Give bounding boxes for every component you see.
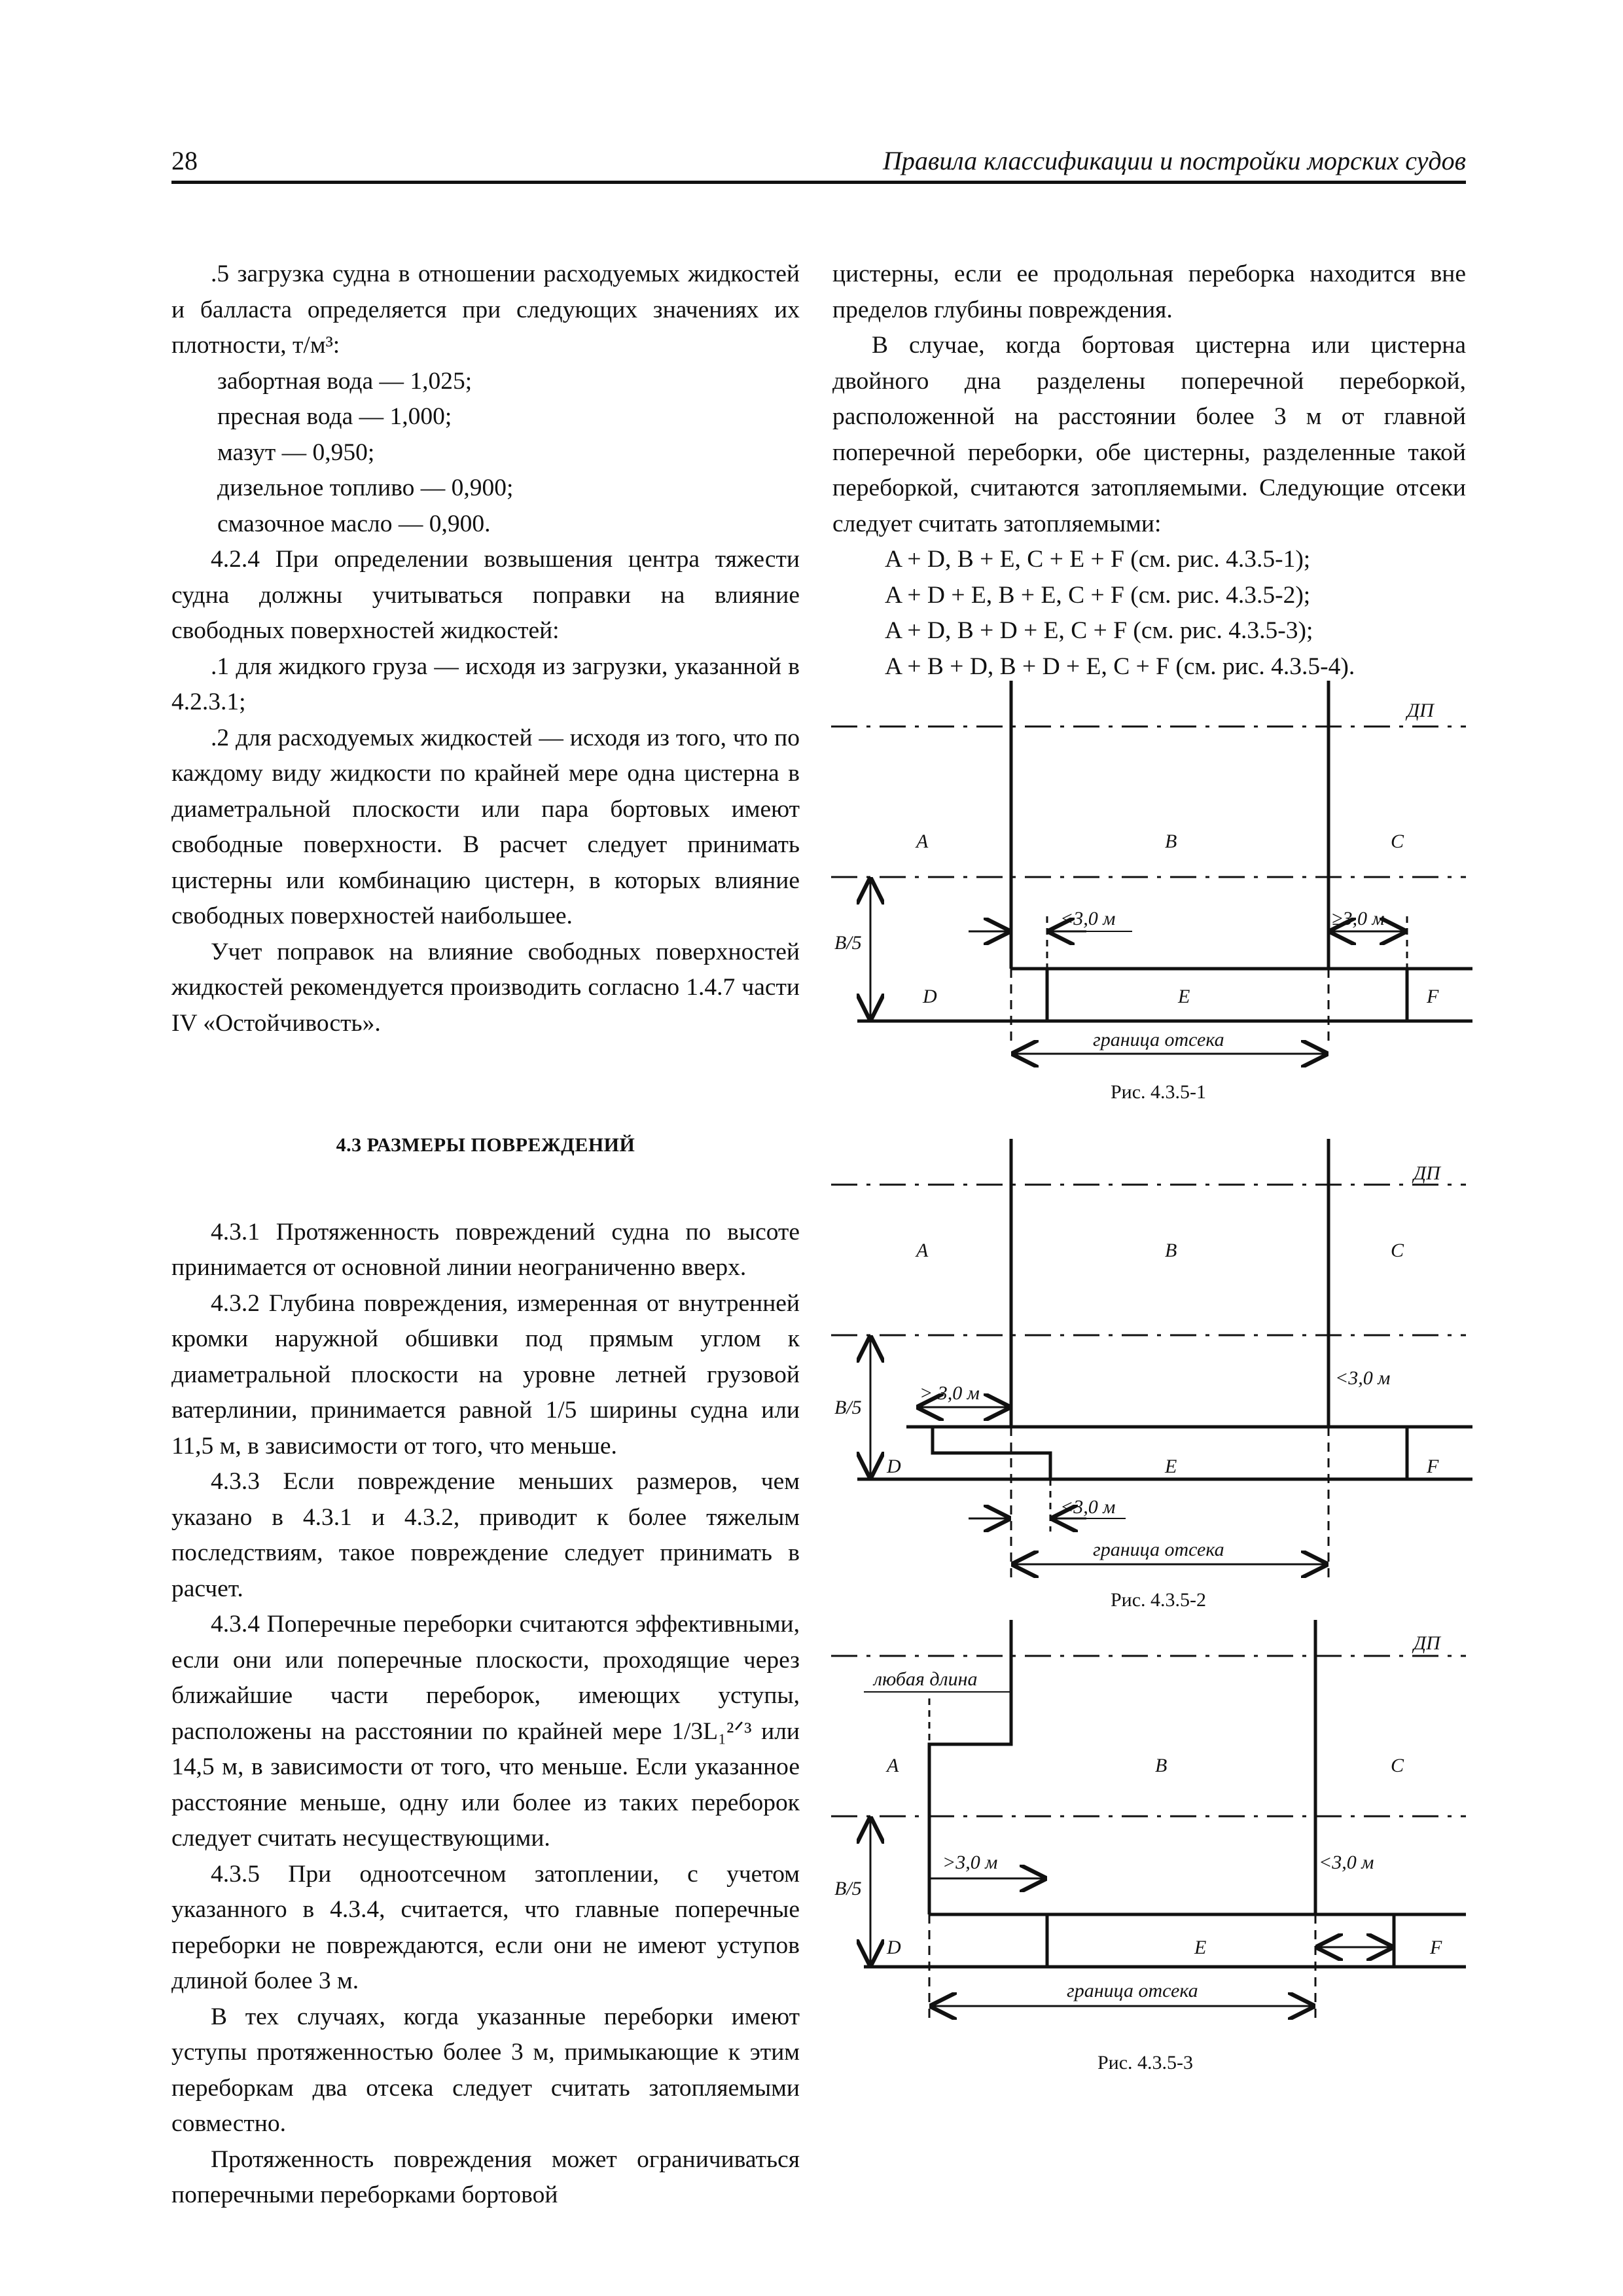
formula-line: A + D, B + E, C + E + F (см. рис. 4.3.5-1); (885, 546, 1311, 573)
label-f: F (1430, 1937, 1442, 1958)
list-item: смазочное масло — 0,900. (217, 510, 491, 537)
label-lt3: <3,0 м (1060, 908, 1116, 929)
paragraph: Протяженность повреждения может ограничиваться поперечными переборками бортовой (171, 2145, 800, 2208)
label-a: A (887, 1755, 899, 1776)
figure-4-3-5-3 (812, 1620, 1479, 2073)
label-depth: B/5 (834, 1397, 862, 1418)
stepped-db-bulkhead (933, 1427, 1050, 1479)
label-d: D (923, 986, 937, 1007)
left-column (171, 257, 800, 2214)
label-gt3: >3,0 м (942, 1852, 998, 1873)
list-item: пресная вода — 1,000; (217, 403, 452, 430)
page-header (171, 143, 1466, 184)
label-lt3: <3,0 м (1335, 1367, 1391, 1389)
label-f: F (1427, 1456, 1439, 1477)
paragraph: 4.3.2 Глубина повреждения, измеренная от внутренней кромки наружной обшивки под прямым углом к диаметральной плоскости на уровне летней грузовой ватерлинии, принимается равной 1/5 ширины судна или 11,5 м, в зависимости от того, что меньше. (171, 1289, 800, 1460)
paragraph: 4.3.3 Если повреждение меньших размеров, чем указано в 4.3.1 и 4.3.2, приводит к более тяжелым последствиям, такое повреждение следует принимать в расчет. (171, 1468, 800, 1602)
label-e: E (1165, 1456, 1177, 1477)
label-b: B (1155, 1755, 1168, 1776)
label-c: C (1391, 1240, 1404, 1261)
paragraph: .1 для жидкого груза — исходя из загрузки, указанной в 4.2.3.1; (171, 653, 800, 715)
label-lt3-bottom: <3,0 м (1060, 1496, 1116, 1518)
paragraph: цистерны, если ее продольная переборка находится вне пределов глубины повреждения. (832, 260, 1466, 323)
label-gt3: > 3,0 м (919, 1382, 980, 1404)
label-b: B (1165, 831, 1177, 852)
label-d: D (887, 1456, 901, 1477)
list-item: дизельное топливо — 0,900; (217, 475, 514, 501)
caption: Рис. 4.3.5-2 (1110, 1589, 1207, 1611)
label-e: E (1194, 1937, 1207, 1958)
formula-line: A + D + E, B + E, C + F (см. рис. 4.3.5-2); (885, 581, 1311, 609)
paragraph: .2 для расходуемых жидкостей — исходя из того, что по каждому виду жидкости по крайней мере одна цистерна в диаметральной плоскости или пара бортовых имеют свободные поверхности. В расчет следует принимать цистерны или комбинацию цистерн, в которых влияние свободных поверхностей наибольшее. (171, 724, 800, 929)
paragraph: В тех случаях, когда указанные переборки имеют уступы протяженностью более 3 м, примыкающие к этим переборкам два отсека следует считать затопляемыми совместно. (171, 2003, 800, 2137)
section-title: 4.3 РАЗМЕРЫ ПОВРЕЖДЕНИЙ (336, 1134, 635, 1156)
label-boundary: граница отсека (1093, 1029, 1224, 1050)
formula-list (832, 542, 1466, 685)
label-boundary: граница отсека (1093, 1539, 1224, 1560)
paragraph: Учет поправок на влияние свободных поверхностей жидкостей рекомендуется производить согласно 1.4.7 части IV «Остойчивость». (171, 938, 800, 1037)
label-boundary: граница отсека (1067, 1980, 1198, 2001)
formula-line: A + D, B + D + E, C + F (см. рис. 4.3.5-3); (885, 617, 1313, 644)
caption: Рис. 4.3.5-3 (1097, 2052, 1194, 2073)
paragraph: 4.2.4 При определении возвышения центра тяжести судна должны учитываться поправки на влияние свободных поверхностей жидкостей: (171, 546, 800, 644)
formula-line: A + B + D, B + D + E, C + F (см. рис. 4.3.5-4). (885, 653, 1355, 680)
label-c: C (1391, 1755, 1404, 1776)
label-b: B (1165, 1240, 1177, 1261)
label-d: D (887, 1937, 901, 1958)
label-depth: B/5 (834, 1878, 862, 1899)
label-f: F (1427, 986, 1439, 1007)
paragraph: 4.3.1 Протяженность повреждений судна по высоте принимается от основной линии неограниченно вверх. (171, 1218, 800, 1281)
figure-4-3-5-2 (812, 1139, 1479, 1611)
label-lt3: <3,0 м (1319, 1852, 1374, 1873)
list-item: забортная вода — 1,025; (217, 367, 473, 395)
list-item: мазут — 0,950; (217, 439, 375, 466)
running-title: Правила классификации и постройки морских судов (882, 146, 1466, 175)
label-e: E (1178, 986, 1190, 1007)
paragraph: В случае, когда бортовая цистерна или цистерна двойного дна разделены поперечной переборкой, расположенной на расстоянии более 3 м от главной поперечной переборки, обе цистерны, разделенные такой переборкой, считаются затопляемыми. Следующие отсеки следует считать затопляемыми: (832, 332, 1466, 537)
paragraph: .5 загрузка судна в отношении расходуемых жидкостей и балласта определяется при следующих значениях их плотности, т/м³: (171, 260, 800, 359)
page-number: 28 (171, 146, 198, 175)
label-dp: ДП (1407, 700, 1434, 721)
right-column (832, 257, 1466, 685)
figure-4-3-5-1 (812, 681, 1479, 1103)
label-any-length: любая длина (874, 1668, 978, 1690)
diagram-4-3-5-3 (812, 1620, 1479, 2039)
diagram-4-3-5-1 (812, 681, 1479, 1073)
label-dp: ДП (1414, 1632, 1440, 1654)
label-dp: ДП (1414, 1162, 1440, 1184)
paragraph: 4.3.5 При одноотсечном затоплении, с учетом указанного в 4.3.4, считается, что главные поперечные переборки не повреждаются, если они не имеют уступов длиной более 3 м. (171, 1860, 800, 1994)
paragraph: 4.3.4 Поперечные переборки считаются эффективными, если они или поперечные плоскости, проходящие через ближайшие части переборок, имеющих уступы, расположены на расстоянии по крайней мере 1/3L₁²ᐟ³ или 14,5 м, в зависимости от того, что меньше. Если указанное расстояние меньше, одну или более из таких переборок следует считать несуществующими. (171, 1611, 800, 1852)
label-depth: B/5 (834, 932, 862, 954)
caption: Рис. 4.3.5-1 (1110, 1081, 1207, 1103)
label-ge3: ≥3,0 м (1332, 908, 1385, 929)
label-a: A (916, 831, 929, 852)
label-a: A (916, 1240, 929, 1261)
label-c: C (1391, 831, 1404, 852)
diagram-4-3-5-2 (812, 1139, 1479, 1584)
